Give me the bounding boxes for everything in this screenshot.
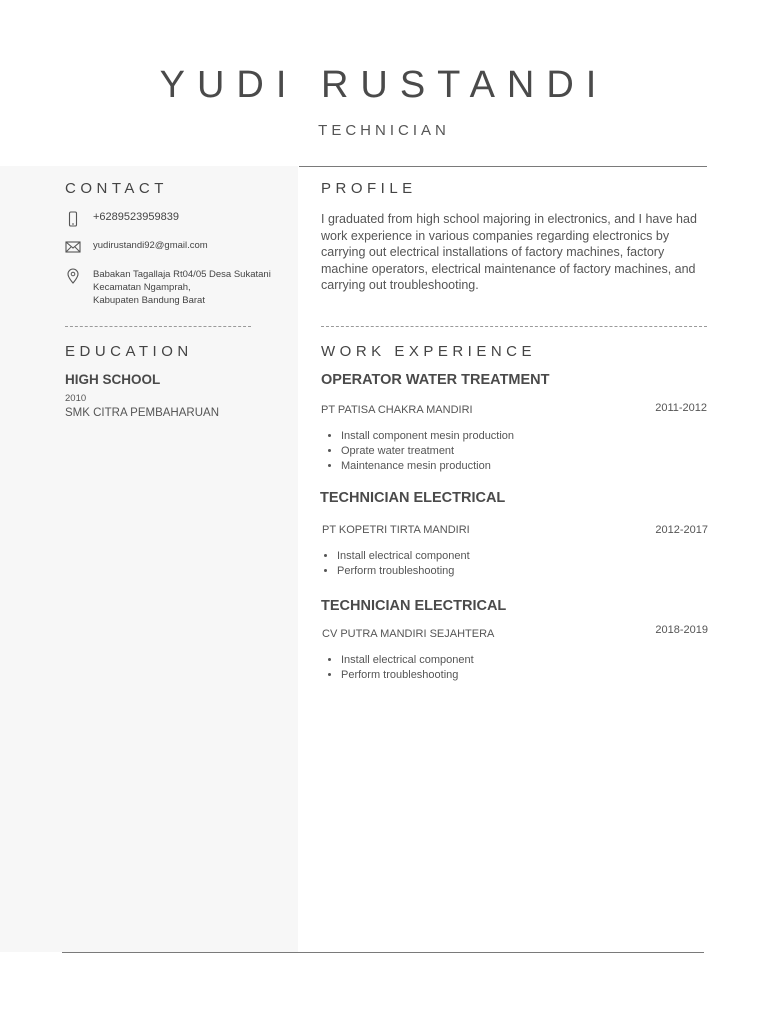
- job-title: OPERATOR WATER TREATMENT: [321, 372, 550, 388]
- contact-address: [65, 268, 271, 307]
- phone-number: +6289523959839: [93, 211, 179, 223]
- job-company: CV PUTRA MANDIRI SEJAHTERA: [322, 628, 495, 640]
- contact-email: [65, 239, 208, 255]
- list-item: • Install electrical component: [341, 653, 474, 668]
- mail-icon: [65, 239, 81, 255]
- list-item: • Oprate water treatment: [341, 444, 514, 459]
- location-pin-icon: [65, 268, 81, 284]
- list-item: • Install component mesin production: [341, 429, 514, 444]
- job-duties: [321, 429, 514, 473]
- profile-heading: PROFILE: [321, 180, 417, 197]
- job-title: TECHNICIAN ELECTRICAL: [321, 598, 507, 614]
- education-level: HIGH SCHOOL: [65, 372, 161, 387]
- job-dates: 2011-2012: [655, 402, 707, 414]
- job-title: TECHNICIAN ELECTRICAL: [320, 490, 506, 506]
- top-divider: [299, 166, 707, 167]
- resume-role: TECHNICIAN: [318, 122, 450, 139]
- address-text: Babakan Tagallaja Rt04/05 Desa Sukatani Kecamatan Ngamprah, Kabupaten Bandung Barat: [93, 269, 271, 306]
- job-company: PT PATISA CHAKRA MANDIRI: [321, 404, 473, 416]
- education-year: 2010: [65, 393, 87, 404]
- phone-icon: [65, 211, 81, 227]
- work-experience-heading: WORK EXPERIENCE: [321, 343, 537, 360]
- education-school: SMK CITRA PEMBAHARUAN: [65, 407, 219, 419]
- main-divider: [321, 326, 707, 327]
- list-item: • Perform troubleshooting: [337, 564, 470, 579]
- education-heading: EDUCATION: [65, 343, 193, 360]
- sidebar-divider: [65, 326, 251, 327]
- job-dates: 2012-2017: [655, 524, 708, 536]
- email-address: yudirustandi92@gmail.com: [93, 240, 208, 251]
- list-item: • Maintenance mesin production: [341, 459, 514, 474]
- job-duties: [321, 653, 474, 683]
- bottom-divider: [62, 952, 704, 953]
- contact-heading: CONTACT: [65, 180, 168, 197]
- job-duties: [317, 549, 470, 579]
- job-dates: 2018-2019: [655, 624, 708, 636]
- job-company: PT KOPETRI TIRTA MANDIRI: [322, 524, 470, 536]
- list-item: • Perform troubleshooting: [341, 668, 474, 683]
- contact-phone: [65, 211, 179, 227]
- resume-name: YUDI RUSTANDI: [159, 64, 609, 106]
- profile-text: I graduated from high school majoring in electronics, and I have had work experience in various companies regarding electronics by carrying out electrical installations of factory machines, factory machine operators, electrical maintenance of factory machines, and carrying out troubleshooting.: [321, 212, 697, 293]
- list-item: • Install electrical component: [337, 549, 470, 564]
